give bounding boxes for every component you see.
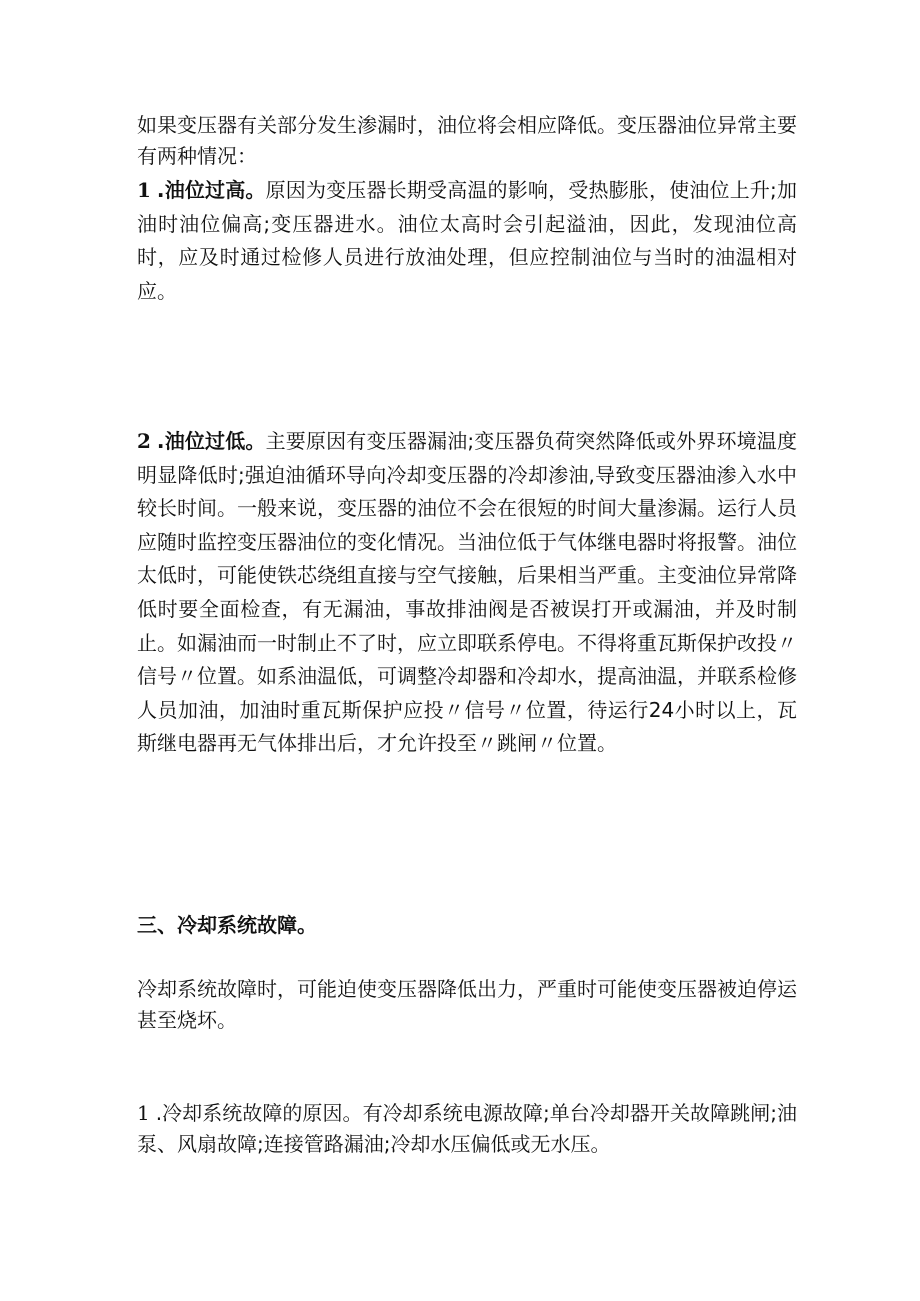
item-number: 2: [137, 429, 151, 453]
item-number: 1: [137, 1101, 150, 1125]
item-cooling-failure-cause: [137, 1098, 797, 1160]
item-body: 原因为变压器长期受高温的影响，受热膨胀，使油位上升;加油时油位偏高;变压器进水。油位太高时会引起溢油，因此，发现油位高时，应及时通过检修人员进行放油处理，但应控制油位与当时的油温相对应。: [137, 178, 797, 303]
intro-text: 如果变压器有关部分发生渗漏时，油位将会相应降低。变压器油位异常主要有两种情况：: [137, 113, 797, 168]
section-intro-paragraph: [137, 974, 797, 1036]
item-lead: .油位过高。: [156, 178, 266, 202]
item-oil-level-low-text: [137, 425, 797, 761]
section-heading: [137, 910, 797, 941]
item-body: 主要原因有变压器漏油;变压器负荷突然降低或外界环境温度明显降低时;强迫油循环导向冷却变压器的冷却渗油,导致变压器油渗入水中较长时间。一般来说，变压器的油位不会在很短的时间大量渗漏。运行人员应随时监控变压器油位的变化情况。当油位低于气体继电器时将报警。油位太低时，可能使铁芯绕组直接与空气接触，后果相当严重。主变油位异常降低时要全面检查，有无漏油，事故排油阀是否被误打开或漏油，并及时制止。如漏油而一时制止不了时，应立即联系停电。不得将重瓦斯保护改投〃信号〃位置。如系油温低，可调整冷却器和冷却水，提高油温，并联系检修人员加油，加油时重瓦斯保护应投〃信号〃位置，待运行24小时以上，瓦斯继电器再无气体排出后，才允许投至〃跳闸〃位置。: [137, 429, 797, 756]
item-body: .冷却系统故障的原因。有冷却系统电源故障;单台冷却器开关故障跳闸;油泵、风扇故障;连接管路漏油;冷却水压偏低或无水压。: [137, 1101, 797, 1156]
section-intro-text: 冷却系统故障时，可能迫使变压器降低出力，严重时可能使变压器被迫停运甚至烧坏。: [137, 977, 797, 1032]
item-cooling-failure-cause-text: [137, 1098, 797, 1160]
intro-paragraph: [137, 110, 797, 172]
item-number: 1: [137, 178, 151, 202]
item-oil-level-high-text: [137, 174, 797, 308]
item-lead: .油位过低。: [156, 429, 266, 453]
section-heading-text: 三、冷却系统故障。: [137, 913, 317, 937]
item-oil-level-high: [137, 174, 797, 308]
item-oil-level-low: [137, 425, 797, 761]
